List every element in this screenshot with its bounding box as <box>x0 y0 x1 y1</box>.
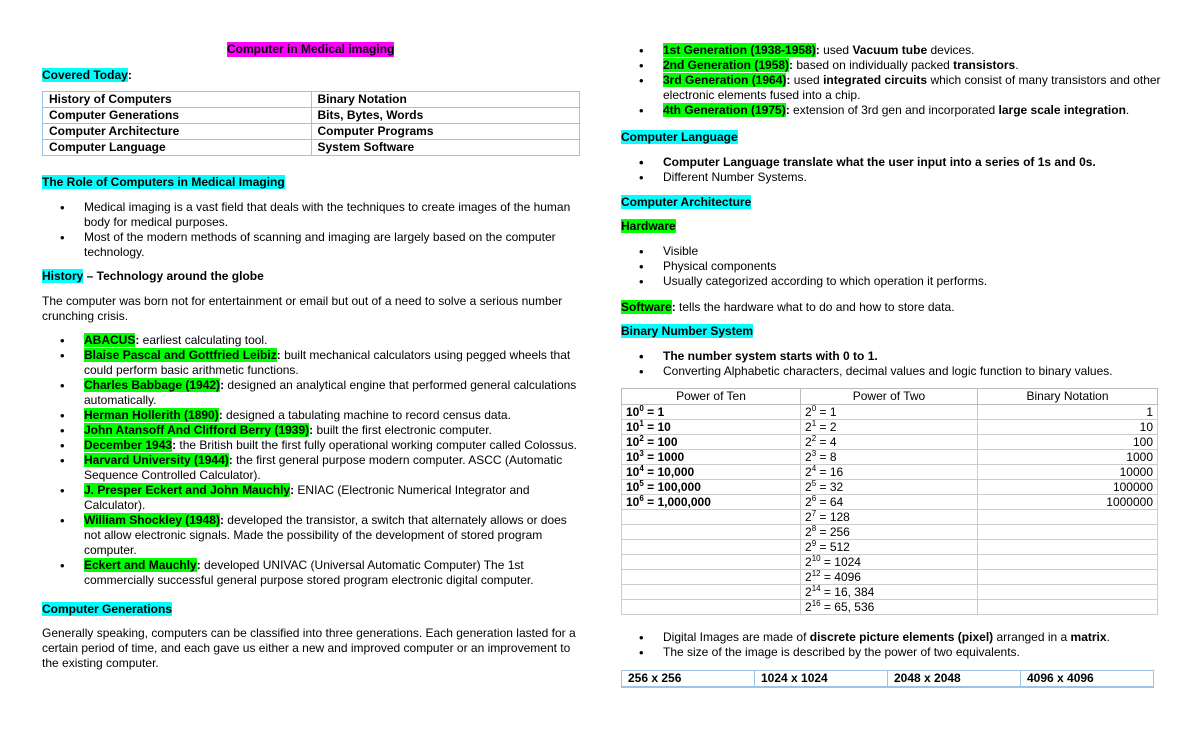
list-item: • The number system starts with 0 to 1. <box>621 349 1161 364</box>
power-value: = 16, 384 <box>820 585 875 599</box>
table-row <box>622 450 1158 465</box>
role-heading-label: The Role of Computers in Medical Imaging <box>42 175 285 189</box>
history-item-sep: : <box>220 378 225 392</box>
table-cell <box>622 450 801 465</box>
history-item-text: earliest calculating tool. <box>139 333 268 347</box>
power-base: 2 <box>805 585 812 599</box>
power-value: = 512 <box>816 540 850 554</box>
history-item-text: built mechanical calculators using pegged wheels that could perform basic arithmetic functions. <box>84 348 571 377</box>
list-item <box>42 408 582 423</box>
table-row <box>622 495 1158 510</box>
generation-bold: integrated circuits <box>823 73 928 87</box>
power-base: 2 <box>805 465 812 479</box>
binary-value: 10 <box>1139 420 1153 434</box>
table-row <box>622 465 1158 480</box>
power-base: 2 <box>805 555 812 569</box>
power-base: 10 <box>626 405 640 419</box>
image-size-table <box>621 670 1154 688</box>
table-cell <box>978 420 1158 435</box>
history-item-name: Blaise Pascal and Gottfried Leibiz <box>84 348 277 362</box>
table-cell <box>801 450 978 465</box>
table-cell <box>978 480 1158 495</box>
generation-name: 4th Generation (1975) <box>663 103 786 117</box>
history-item-sep: : <box>172 438 177 452</box>
power-value: = 8 <box>816 450 837 464</box>
power-value: = 10 <box>643 420 671 434</box>
power-base: 2 <box>805 525 812 539</box>
history-item-name: Charles Babbage (1942) <box>84 378 221 392</box>
table-cell <box>622 540 801 555</box>
table-cell <box>622 600 801 615</box>
generation-pre: used <box>819 43 853 57</box>
power-exponent: 1 <box>639 419 644 428</box>
power-value: = 16 <box>816 465 844 479</box>
list-item: • Different Number Systems. <box>621 170 1161 185</box>
list-item <box>621 58 1161 73</box>
table-row <box>622 555 1158 570</box>
table-row <box>43 140 580 156</box>
power-value: = 256 <box>816 525 850 539</box>
power-base: 2 <box>805 480 812 494</box>
table-cell <box>801 435 978 450</box>
power-base: 10 <box>626 450 640 464</box>
generation-pre: based on individually packed <box>793 58 954 72</box>
table-cell <box>978 555 1158 570</box>
power-value: = 32 <box>816 480 844 494</box>
language-heading-label: Computer Language <box>621 130 738 144</box>
power-table-body <box>622 405 1158 615</box>
power-exponent: 5 <box>811 479 817 488</box>
table-cell <box>622 420 801 435</box>
software-line <box>621 300 955 315</box>
table-cell: 4096 x 4096 <box>1021 671 1154 688</box>
history-heading-rest: – Technology around the globe <box>83 269 264 283</box>
table-row <box>622 600 1158 615</box>
power-value: = 1,000,000 <box>643 495 711 509</box>
history-item-sep: : <box>196 558 201 572</box>
power-exponent: 6 <box>811 494 817 503</box>
table-header: Power of Two <box>801 389 978 405</box>
table-cell <box>622 555 801 570</box>
generation-post: . <box>1015 58 1019 72</box>
images-bold1: discrete picture elements (pixel) <box>809 630 994 644</box>
images-mid: arranged in a <box>993 630 1071 644</box>
table-cell <box>801 420 978 435</box>
table-cell: Computer Programs <box>311 124 580 140</box>
binary-value: 10000 <box>1119 465 1153 479</box>
generations-list <box>621 43 1161 118</box>
history-heading-label: History <box>42 269 84 283</box>
history-item-text: ENIAC (Electronic Numerical Integrator and Calculator). <box>84 483 530 512</box>
history-item-text: the first general purpose modern computer. ASCC (Automatic Sequence Controlled Calculator). <box>84 453 563 482</box>
architecture-heading <box>621 195 751 210</box>
generation-name: 3rd Generation (1964) <box>663 73 787 87</box>
history-item-name: ABACUS <box>84 333 136 347</box>
history-item-text: designed an analytical engine that performed general calculations automatically. <box>84 378 577 407</box>
history-item-text: developed the transistor, a switch that alternately allows or does not allow electronic signals. Made the possibility of the development of stored program computer. <box>84 513 567 557</box>
table-cell <box>801 495 978 510</box>
power-exponent: 1 <box>811 419 817 428</box>
power-value: = 1024 <box>820 555 861 569</box>
power-value: = 65, 536 <box>820 600 875 614</box>
table-cell: Bits, Bytes, Words <box>311 108 580 124</box>
history-item-sep: : <box>228 453 233 467</box>
history-item-text: the British built the first fully operational working computer called Colossus. <box>176 438 577 452</box>
history-item-sep: : <box>276 348 281 362</box>
table-cell <box>801 525 978 540</box>
list-item <box>42 348 582 378</box>
power-exponent: 16 <box>811 599 821 608</box>
binary-value: 1 <box>1146 405 1153 419</box>
binary-value: 100000 <box>1112 480 1153 494</box>
generation-bold: large scale integration <box>998 103 1126 117</box>
table-cell <box>622 480 801 495</box>
table-header-row <box>622 389 1158 405</box>
list-item: • Converting Alphabetic characters, decimal values and logic function to binary values. <box>621 364 1161 379</box>
power-value: = 64 <box>816 495 844 509</box>
table-cell <box>978 465 1158 480</box>
generation-post: . <box>1125 103 1130 117</box>
table-cell <box>622 435 801 450</box>
power-exponent: 3 <box>811 449 817 458</box>
table-cell <box>978 600 1158 615</box>
list-item <box>42 513 582 558</box>
table-row <box>622 405 1158 420</box>
power-value: = 10,000 <box>643 465 695 479</box>
power-exponent: 12 <box>811 569 821 578</box>
list-item <box>621 43 1161 58</box>
power-base: 10 <box>626 465 640 479</box>
table-row <box>43 92 580 108</box>
list-item: • Most of the modern methods of scanning and imaging are largely based on the computer technology. <box>42 230 582 260</box>
covered-today-label: Covered Today <box>42 68 128 82</box>
generations-heading <box>42 602 172 617</box>
list-item <box>621 103 1161 118</box>
table-cell <box>978 450 1158 465</box>
power-base: 2 <box>805 600 812 614</box>
table-cell <box>801 540 978 555</box>
generation-pre: used <box>790 73 824 87</box>
software-label: Software <box>621 300 672 314</box>
role-list <box>42 200 582 260</box>
table-cell <box>801 555 978 570</box>
power-base: 2 <box>805 510 812 524</box>
generation-sep: : <box>785 103 790 117</box>
power-table <box>621 388 1158 615</box>
history-item-name: John Atansoff And Clifford Berry (1939) <box>84 423 310 437</box>
table-row <box>622 570 1158 585</box>
table-cell <box>801 570 978 585</box>
table-cell <box>801 465 978 480</box>
table-row <box>622 420 1158 435</box>
covered-today-table <box>42 91 580 156</box>
table-cell <box>801 600 978 615</box>
power-base: 2 <box>805 540 812 554</box>
generations-text: Generally speaking, computers can be classified into three generations. Each generation lasted for a certain period of time, and each gave us either a new and improved computer or an improvement to the existing computer. <box>42 626 576 670</box>
power-value: = 4096 <box>820 570 861 584</box>
table-cell: Binary Notation <box>311 92 580 108</box>
generation-sep: : <box>789 58 794 72</box>
list-item <box>42 453 582 483</box>
generation-sep: : <box>815 43 820 57</box>
power-base: 2 <box>805 495 812 509</box>
power-exponent: 7 <box>811 509 817 518</box>
software-text: tells the hardware what to do and how to store data. <box>675 300 955 314</box>
images-bold2: matrix <box>1070 630 1107 644</box>
power-value: = 1 <box>643 405 665 419</box>
power-value: = 4 <box>816 435 837 449</box>
list-item: • Visible <box>621 244 1161 259</box>
table-cell <box>978 540 1158 555</box>
power-base: 2 <box>805 570 812 584</box>
list-item: • The size of the image is described by the power of two equivalents. <box>621 645 1161 660</box>
power-exponent: 9 <box>811 539 817 548</box>
power-base: 10 <box>626 480 640 494</box>
table-cell: 256 x 256 <box>622 671 755 688</box>
table-cell: History of Computers <box>43 92 312 108</box>
table-row <box>43 108 580 124</box>
covered-today-colon: : <box>127 68 132 82</box>
power-exponent: 10 <box>811 554 821 563</box>
power-exponent: 2 <box>639 434 644 443</box>
power-base: 10 <box>626 495 640 509</box>
power-exponent: 5 <box>639 479 644 488</box>
list-item <box>42 423 582 438</box>
binary-value: 100 <box>1132 435 1153 449</box>
power-value: = 128 <box>816 510 850 524</box>
history-item-sep: : <box>290 483 295 497</box>
power-base: 10 <box>626 420 640 434</box>
table-cell: 1024 x 1024 <box>755 671 888 688</box>
history-item-sep: : <box>135 333 140 347</box>
hardware-heading <box>621 219 676 234</box>
role-heading <box>42 175 285 190</box>
history-item-name: Harvard University (1944) <box>84 453 229 467</box>
images-pre: Digital Images are made of <box>663 630 810 644</box>
power-exponent: 0 <box>811 404 817 413</box>
history-item-text: developed UNIVAC (Universal Automatic Computer) The 1st commercially successful general purpose stored program electronic digital computer. <box>84 558 534 587</box>
table-cell <box>978 495 1158 510</box>
history-item-name: Eckert and Mauchly <box>84 558 197 572</box>
list-item <box>621 73 1161 103</box>
power-value: = 2 <box>816 420 837 434</box>
images-post: . <box>1106 630 1110 644</box>
table-cell <box>622 495 801 510</box>
table-cell: Computer Generations <box>43 108 312 124</box>
list-item <box>42 378 582 408</box>
binary-value: 1000000 <box>1106 495 1153 509</box>
generation-bold: transistors <box>953 58 1016 72</box>
power-exponent: 2 <box>811 434 817 443</box>
table-row <box>622 671 1154 688</box>
table-cell <box>801 405 978 420</box>
history-list <box>42 333 582 588</box>
list-item: • Usually categorized according to which operation it performs. <box>621 274 1161 289</box>
history-heading <box>42 269 264 284</box>
list-item <box>42 558 582 588</box>
table-row <box>622 585 1158 600</box>
table-cell <box>622 585 801 600</box>
table-cell <box>622 525 801 540</box>
table-cell <box>622 570 801 585</box>
list-item: • Medical imaging is a vast field that deals with the techniques to create images of the human body for medical purposes. <box>42 200 582 230</box>
power-exponent: 3 <box>639 449 644 458</box>
generation-bold: Vacuum tube <box>852 43 928 57</box>
architecture-heading-label: Computer Architecture <box>621 195 752 209</box>
hardware-heading-label: Hardware <box>621 219 676 233</box>
power-base: 2 <box>805 435 812 449</box>
history-item-name: William Shockley (1948) <box>84 513 220 527</box>
generation-name: 1st Generation (1938-1958) <box>663 43 816 57</box>
table-cell <box>801 480 978 495</box>
power-base: 2 <box>805 405 812 419</box>
history-item-sep: : <box>218 408 223 422</box>
power-exponent: 4 <box>811 464 817 473</box>
table-cell <box>978 510 1158 525</box>
table-cell <box>622 465 801 480</box>
table-cell <box>978 435 1158 450</box>
history-item-sep: : <box>309 423 314 437</box>
power-exponent: 0 <box>639 404 644 413</box>
table-cell <box>801 510 978 525</box>
images-list <box>621 630 1161 660</box>
table-header: Power of Ten <box>622 389 801 405</box>
language-list <box>621 155 1161 185</box>
history-item-sep: : <box>219 513 224 527</box>
power-base: 10 <box>626 435 640 449</box>
table-cell: 2048 x 2048 <box>888 671 1021 688</box>
software-colon: : <box>671 300 676 314</box>
table-row <box>622 510 1158 525</box>
table-cell: Computer Language <box>43 140 312 156</box>
table-cell <box>622 405 801 420</box>
power-exponent: 6 <box>639 494 644 503</box>
table-row <box>43 124 580 140</box>
table-row <box>622 525 1158 540</box>
table-cell: System Software <box>311 140 580 156</box>
page-title: Computer in Medical imaging <box>227 42 395 56</box>
history-intro: The computer was born not for entertainment or email but out of a need to solve a serious number crunching crisis. <box>42 294 563 323</box>
binary-heading <box>621 324 753 339</box>
generation-name: 2nd Generation (1958) <box>663 58 790 72</box>
power-exponent: 14 <box>811 584 821 593</box>
list-item: • Physical components <box>621 259 1161 274</box>
table-cell <box>978 570 1158 585</box>
power-value: = 100,000 <box>643 480 701 494</box>
list-item <box>621 630 1161 645</box>
power-base: 2 <box>805 450 812 464</box>
table-cell <box>978 525 1158 540</box>
generation-sep: : <box>786 73 791 87</box>
table-cell <box>978 405 1158 420</box>
table-row <box>622 435 1158 450</box>
table-row <box>622 480 1158 495</box>
list-item: • Computer Language translate what the user input into a series of 1s and 0s. <box>621 155 1161 170</box>
power-value: = 100 <box>643 435 678 449</box>
table-cell: Computer Architecture <box>43 124 312 140</box>
table-cell <box>978 585 1158 600</box>
power-value: = 1000 <box>643 450 685 464</box>
binary-heading-label: Binary Number System <box>621 324 754 338</box>
generation-pre: extension of 3rd gen and incorporated <box>789 103 999 117</box>
binary-value: 1000 <box>1126 450 1153 464</box>
covered-today-heading <box>42 68 132 83</box>
binary-list <box>621 349 1161 379</box>
history-item-name: J. Presper Eckert and John Mauchly <box>84 483 291 497</box>
power-exponent: 8 <box>811 524 817 533</box>
power-value: = 1 <box>816 405 837 419</box>
generations-heading-label: Computer Generations <box>42 602 173 616</box>
list-item <box>42 483 582 513</box>
hardware-list <box>621 244 1161 289</box>
list-item <box>42 333 582 348</box>
history-item-text: built the first electronic computer. <box>313 423 492 437</box>
table-cell <box>801 585 978 600</box>
history-item-name: Herman Hollerith (1890) <box>84 408 219 422</box>
language-heading <box>621 130 738 145</box>
history-item-text: designed a tabulating machine to record census data. <box>222 408 511 422</box>
list-item <box>42 438 582 453</box>
generation-post: devices. <box>927 43 975 57</box>
history-item-name: December 1943 <box>84 438 173 452</box>
power-exponent: 4 <box>639 464 644 473</box>
power-base: 2 <box>805 420 812 434</box>
table-row <box>622 540 1158 555</box>
generation-post: which consist of many transistors and other electronic elements fused into a chip. <box>663 73 1161 102</box>
table-cell <box>622 510 801 525</box>
table-header: Binary Notation <box>978 389 1158 405</box>
